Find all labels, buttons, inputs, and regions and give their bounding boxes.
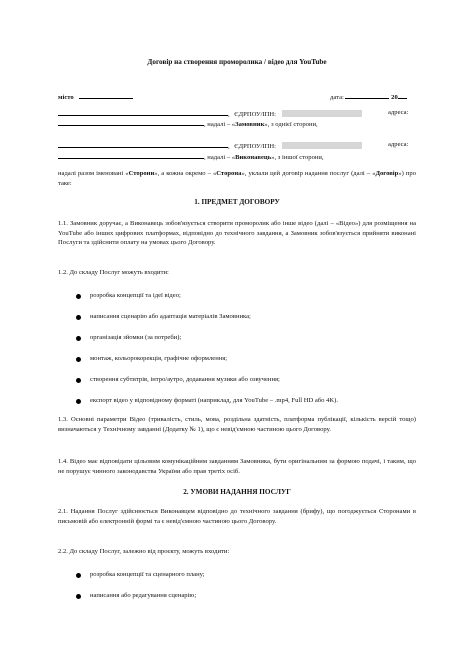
party2-edrpou-label: ЄДРПОУ/ІПН: bbox=[234, 143, 277, 150]
year-label: 20 bbox=[391, 94, 398, 101]
list-item: експорт відео у відповідному форматі (наприклад, для YouTube – .mp4, Full HD або 4K). bbox=[76, 396, 416, 417]
intro-paragraph: надалі разом іменовані «Сторони», а кожна окремо – «Сторона», уклали цей договір надання послуг (далі – «Договір») про таке: bbox=[58, 170, 416, 187]
bullet-icon bbox=[76, 399, 81, 404]
bullet-icon bbox=[76, 315, 81, 320]
intro-contract-term: Договір bbox=[375, 170, 399, 177]
party2-address-field[interactable] bbox=[58, 151, 204, 159]
place-line bbox=[58, 91, 133, 102]
party1-edrpou-label: ЄДРПОУ/ІПН: bbox=[234, 111, 277, 118]
place-field[interactable] bbox=[79, 91, 133, 99]
party2-role: Виконавець bbox=[235, 154, 272, 161]
date-field[interactable] bbox=[345, 91, 389, 99]
list-item: написання сценарію або адаптація матеріалів Замовника; bbox=[76, 312, 416, 333]
date-label: дата bbox=[330, 94, 342, 101]
list-item: написання або редагування сценарію; bbox=[76, 591, 416, 612]
party1-address-label: адреса: bbox=[388, 109, 409, 116]
section1-heading: 1. ПРЕДМЕТ ДОГОВОРУ bbox=[194, 198, 280, 206]
date-line: дата: 20 bbox=[330, 91, 407, 102]
intro-party-term: Сторона bbox=[216, 170, 242, 177]
list-item: розробка концепції та ідеї відео; bbox=[76, 291, 416, 312]
party1-name-field[interactable] bbox=[58, 108, 228, 116]
bullet-icon bbox=[76, 378, 81, 383]
bullet-icon bbox=[76, 594, 81, 599]
bullet-icon bbox=[76, 294, 81, 299]
list-item: організація зйомки (за потреби); bbox=[76, 333, 416, 354]
clause-1-1: 1.1. Замовник доручає, а Виконавець зобов'язується створити проморолик або інше відео (далі – «Відео») для розміщення на YouTube або інших цифрових платформах, відповідно до технічного завдання, а Замовник зобов'язується прийняти виконані Послуги та здійснити оплату на умовах цього Договору. bbox=[58, 220, 416, 247]
clause-2-1: 2.1. Надання Послуг здійснюється Виконавцем відповідно до технічного завдання (брифу), що погоджується Сторонами в письмовій або електронній формі та є невід'ємною частиною цього Договору. bbox=[58, 508, 416, 525]
bullet-icon bbox=[76, 336, 81, 341]
party2-edrpou-field[interactable] bbox=[282, 142, 362, 149]
party2-suffix-pre: , надалі – « bbox=[204, 154, 236, 161]
party2-name-field[interactable] bbox=[58, 140, 228, 148]
party2-address-label: адреса: bbox=[388, 141, 409, 148]
clause-1-4: 1.4. Відео має відповідати цільовим комунікаційним завданням Замовника, бути оригінальним за формою подачі, і таким, що не порушує чинного законодавства України або прав третіх осіб. bbox=[58, 458, 416, 475]
bullet-icon bbox=[76, 573, 81, 578]
clause-1-3: 1.3. Основні параметри Відео (тривалість, стиль, мова, роздільна здатність, платформа публікації, кількість версій тощо) визначаються у Технічному завданні (Додатку № 1), що є невід'ємною частиною цього Договору. bbox=[58, 416, 416, 433]
document-title: Договір на створення проморолика / відео для YouTube bbox=[147, 58, 327, 66]
list-item: монтаж, кольорокорекція, графічне оформлення; bbox=[76, 354, 416, 375]
party1-role: Замовник bbox=[235, 121, 265, 128]
party2-line2 bbox=[58, 151, 324, 162]
party1-line2 bbox=[58, 118, 318, 129]
list-item: розробка концепції та сценарного плану; bbox=[76, 570, 416, 591]
party1-address-field[interactable] bbox=[58, 118, 204, 126]
year-field[interactable] bbox=[398, 91, 407, 99]
clause-2-2: 2.2. До складу Послуг, залежно від проєкту, можуть входити: bbox=[58, 548, 230, 555]
party1-suffix-pre: , надалі – « bbox=[204, 121, 236, 128]
bullet-icon bbox=[76, 357, 81, 362]
bullet-list-1 bbox=[76, 291, 416, 417]
party1-edrpou-field[interactable] bbox=[282, 110, 362, 117]
clause-1-2: 1.2. До складу Послуг можуть входити: bbox=[58, 269, 169, 276]
party2-suffix-post: », з іншої сторони, bbox=[271, 154, 324, 161]
place-label: місто bbox=[58, 94, 74, 101]
list-item: створення субтитрів, інтро/аутро, додавання музики або озвучення; bbox=[76, 375, 416, 396]
intro-parties-term: Сторони bbox=[128, 170, 155, 177]
party2-line1: , ЄДРПОУ/ІПН: bbox=[58, 140, 362, 151]
section2-heading: 2. УМОВИ НАДАННЯ ПОСЛУГ bbox=[183, 488, 291, 496]
party1-line1: , ЄДРПОУ/ІПН: bbox=[58, 108, 362, 119]
party1-suffix-post: », з однієї сторони, bbox=[264, 121, 318, 128]
bullet-list-2 bbox=[76, 570, 416, 612]
